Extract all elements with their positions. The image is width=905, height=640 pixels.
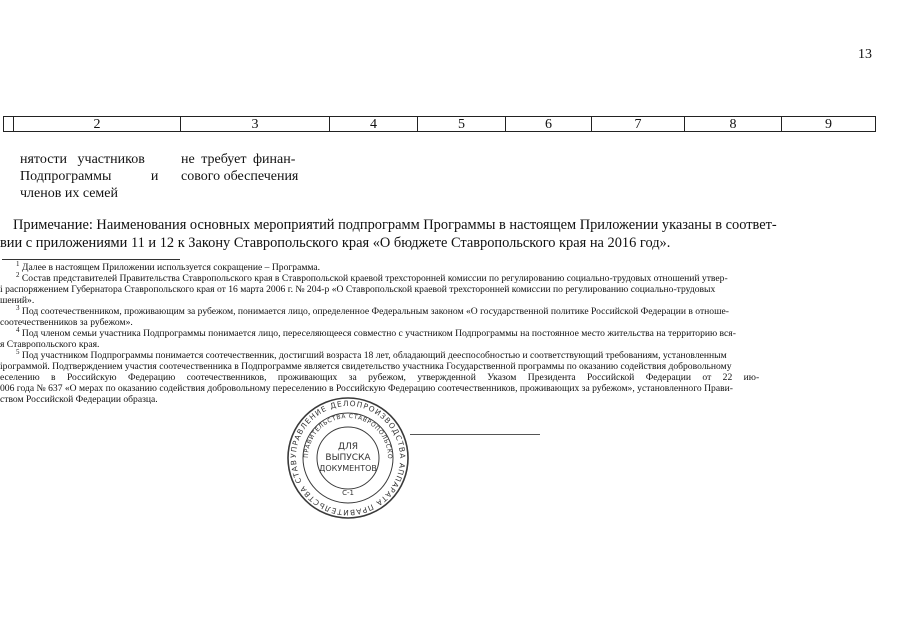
column-number-8: 8 <box>685 117 782 132</box>
column-number-2: 2 <box>14 117 181 132</box>
footnote-5-cont: ірограммой. Подтверждением участия соотечественника в Подпрограмме является свидетельство участника Государственной программы по оказанию содействия добровольному <box>0 361 732 372</box>
footnote-5-cont: ством Российской Федерации образца. <box>0 394 158 405</box>
footnote-4: $^4$ Под членом семьи участника Подпрограммы понимается лицо, переселяющееся совместно с участником Подпрограммы на постоянное место жительства на территорию вся- <box>16 325 736 339</box>
stamp-outer-text: УПРАВЛЕНИЕ ДЕЛОПРОИЗВОДСТВА АППАРАТА ПРАВИТЕЛЬСТВА СТАВ <box>288 398 408 518</box>
note-line: вии с приложениями 11 и 12 к Закону Ставропольского края «О бюджете Ставропольского края на 2016 год». <box>0 235 671 251</box>
table-cell-fragment: членов их семей <box>20 186 118 201</box>
signature-line <box>410 434 540 435</box>
stamp-inner-text: ПРАВИТЕЛЬСТВА СТАВРОПОЛЬСКО <box>302 412 394 460</box>
table-cell-fragment: сового обеспечения <box>181 169 299 184</box>
column-number-header-row <box>3 116 876 132</box>
note-paragraph <box>13 216 876 234</box>
column-number-5: 5 <box>418 117 506 132</box>
footnote-5-cont: 006 года № 637 «О мерах по оказанию содействия добровольному переселению в Российскую Федерацию соотечественников, проживающих за рубежом», установленного Прави- <box>0 383 733 394</box>
footnotes <box>0 259 877 405</box>
footnote-divider <box>2 259 180 260</box>
column-number-3: 3 <box>181 117 330 132</box>
footnote-2-cont: і распоряжением Губернатора Ставропольского края от 16 марта 2006 г. № 204-р «О Ставропольской краевой трехсторонней комиссии по регулированию социально-трудовых <box>0 284 716 295</box>
table-cell-fragment: не требует финан- <box>181 152 296 167</box>
footnote-2-cont: шений». <box>0 295 35 306</box>
stamp-center-line: ДОКУМЕНТОВ <box>319 464 377 473</box>
footnote-5: $^5$ Под участником Подпрограммы понимается соотечественник, достигший возраста 18 лет, обладающий дееспособностью и соответствующий требованиям, установленным <box>16 347 727 361</box>
stamp-bottom-mark: С-1 <box>342 489 354 497</box>
footnote-1: $^1$ Далее в настоящем Приложении используется сокращение – Программа. <box>16 259 321 273</box>
column-number-7: 7 <box>592 117 685 132</box>
footnote-3: $^3$ Под соотечественником, проживающим за рубежом, понимается лицо, определенное Федеральным законом «О государственной политике Российской Федерации в отноше- <box>16 303 729 317</box>
table-cell-fragment: Подпрограммы и <box>20 169 159 184</box>
column-number-9: 9 <box>782 117 876 132</box>
official-stamp <box>285 395 411 521</box>
stamp-center-line: ДЛЯ <box>337 442 359 452</box>
column-number-4: 4 <box>330 117 418 132</box>
footnote-3-cont: соотечественников за рубежом». <box>0 317 133 328</box>
note-line: Примечание: Наименования основных мероприятий подпрограмм Программы в настоящем Приложении указаны в соответ- <box>13 217 777 233</box>
column-number-1 <box>4 117 14 132</box>
stamp-seal-icon <box>285 395 411 521</box>
table-cell-fragment: нятости участников <box>20 152 145 167</box>
column-number-6: 6 <box>506 117 592 132</box>
stamp-center-line: ВЫПУСКА <box>325 453 371 463</box>
page-number: 13 <box>858 47 872 62</box>
footnote-2: $^2$ Состав представителей Правительства Ставропольского края в Ставропольской краевой трехсторонней комиссии по регулированию социально-трудовых отношений утвер- <box>16 270 728 284</box>
footnote-5-cont: еселению в Российскую Федерацию соотечественников, проживающих за рубежом, утвержденной Указом Президента Российской Федерации от 22 ию- <box>0 372 760 383</box>
footnote-4-cont: я Ставропольского края. <box>0 339 100 350</box>
